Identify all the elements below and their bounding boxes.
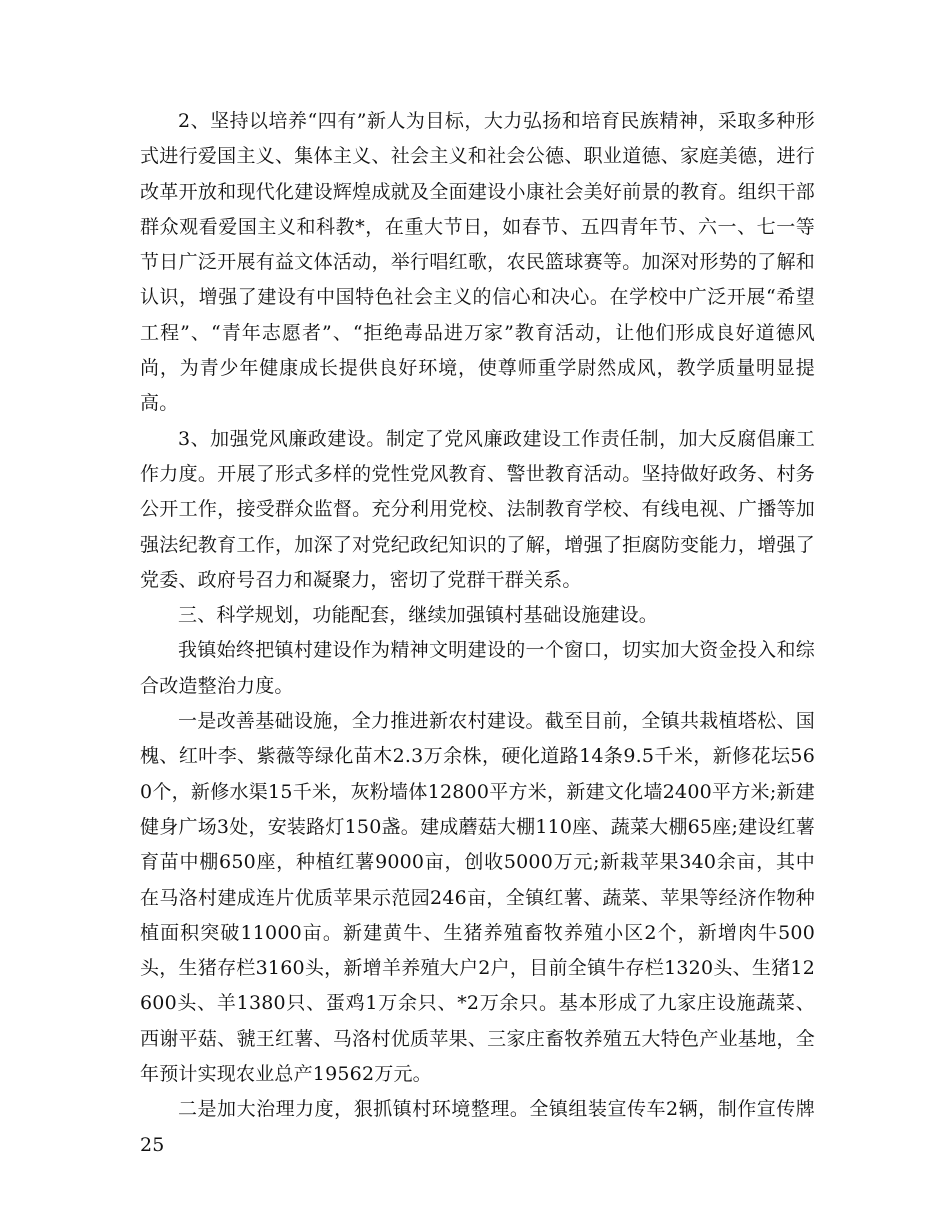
paragraph-party-integrity: 3、加强党风廉政建设。制定了党风廉政建设工作责任制，加大反腐倡廉工作力度。开展了形式多样的党性党风教育、警世教育活动。坚持做好政务、村务公开工作，接受群众监督。充分利用党校、法制教育学校、有线电视、广播等加强法纪教育工作，加深了对党纪政纪知识的了解，增强了拒腐防变能力，增强了党委、政府号召力和凝聚力，密切了党群干群关系。 — [140, 427, 815, 591]
document-body — [140, 104, 815, 1163]
paragraph-patriotic-education: 2、坚持以培养“四有”新人为目标，大力弘扬和培育民族精神，采取多种形式进行爱国主义、集体主义、社会主义和社会公德、职业道德、家庭美德，进行改革开放和现代化建设辉煌成就及全面建设小康社会美好前景的教育。组织干部群众观看爱国主义和科教*，在重大节日，如春节、五四青年节、六一、七一等节日广泛开展有益文体活动，举行唱红歌，农民篮球赛等。加深对形势的了解和认识，增强了建设有中国特色社会主义的信心和决心。在学校中广泛开展“希望工程”、“青年志愿者”、“拒绝毒品进万家”教育活动，让他们形成良好道德风尚，为青少年健康成长提供良好环境，使尊师重学尉然成风，教学质量明显提高。 — [140, 110, 815, 415]
paragraph-environment-governance: 二是加大治理力度，狠抓镇村环境整理。全镇组装宣传车2辆，制作宣传牌25 — [140, 1098, 815, 1156]
section-heading-infrastructure: 三、科学规划，功能配套，继续加强镇村基础设施建设。 — [178, 604, 659, 627]
paragraph-basic-facilities: 一是改善基础设施，全力推进新农村建设。截至目前，全镇共栽植塔松、国槐、红叶李、紫薇等绿化苗木2.3万余株，硬化道路14条9.5千米，新修花坛560个，新修水渠15千米，灰粉墙体12800平方米，新建文化墙2400平方米;新建健身广场3处，安装路灯150盏。建成蘑菇大棚110座、蔬菜大棚65座;建设红薯育苗中棚650座，种植红薯9000亩，创收5000万元;新栽苹果340余亩，其中在马洛村建成连片优质苹果示范园246亩，全镇红薯、蔬菜、苹果等经济作物种植面积突破11000亩。新建黄牛、生猪养殖畜牧养殖小区2个，新增肉牛500头，生猪存栏3160头，新增羊养殖大户2户，目前全镇牛存栏1320头、生猪12600头、羊1380只、蛋鸡1万余只、*2万余只。基本形成了九家庄设施蔬菜、西谢平菇、虢王红薯、马洛村优质苹果、三家庄畜牧养殖五大特色产业基地，全年预计实现农业总产19562万元。 — [140, 710, 815, 1086]
paragraph-town-construction: 我镇始终把镇村建设作为精神文明建设的一个窗口，切实加大资金投入和综合改造整治力度。 — [140, 639, 815, 697]
